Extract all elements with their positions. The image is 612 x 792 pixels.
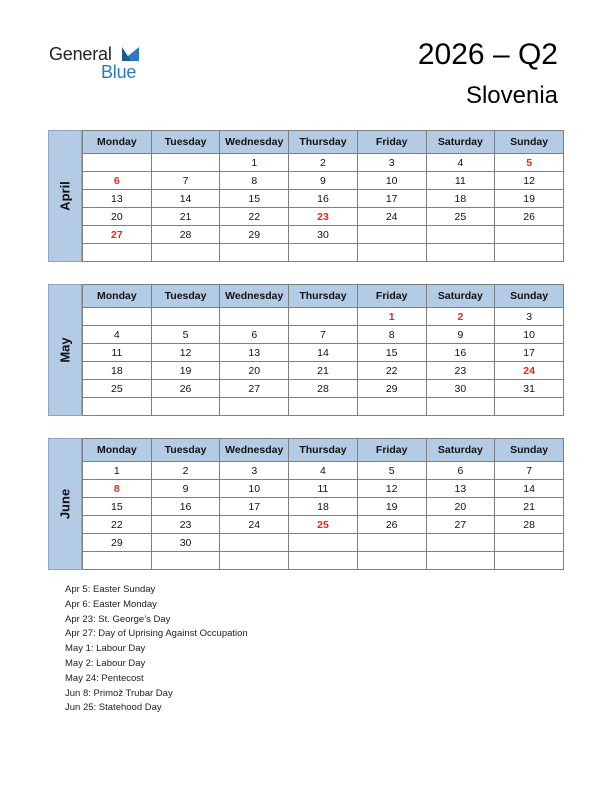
day-cell: 12 [357, 480, 426, 498]
day-cell: 10 [357, 172, 426, 190]
day-cell: 6 [83, 172, 152, 190]
week-row [83, 154, 564, 172]
day-cell: 3 [220, 462, 289, 480]
weekday-header: Friday [357, 439, 426, 462]
day-cell: 18 [426, 190, 495, 208]
empty-cell [289, 244, 358, 262]
day-cell: 13 [426, 480, 495, 498]
empty-cell [151, 552, 220, 570]
day-cell: 6 [426, 462, 495, 480]
empty-cell [495, 534, 564, 552]
weekday-header: Monday [83, 285, 152, 308]
holiday-notes [65, 583, 248, 716]
empty-cell [495, 552, 564, 570]
empty-cell [289, 308, 358, 326]
day-cell: 19 [151, 362, 220, 380]
day-cell: 5 [151, 326, 220, 344]
week-row [83, 534, 564, 552]
day-cell: 16 [289, 190, 358, 208]
day-cell: 18 [289, 498, 358, 516]
day-cell: 11 [83, 344, 152, 362]
day-cell: 14 [151, 190, 220, 208]
day-cell: 1 [357, 308, 426, 326]
holiday-note: Apr 23: St. George’s Day [65, 613, 171, 625]
day-cell: 21 [289, 362, 358, 380]
day-cell: 20 [83, 208, 152, 226]
day-cell: 29 [83, 534, 152, 552]
day-cell: 18 [83, 362, 152, 380]
empty-cell [426, 552, 495, 570]
day-cell: 1 [220, 154, 289, 172]
holiday-note: Apr 5: Easter Sunday [65, 584, 156, 595]
day-cell: 23 [289, 208, 358, 226]
weekday-header: Friday [357, 131, 426, 154]
empty-cell [426, 244, 495, 262]
day-cell: 15 [83, 498, 152, 516]
holiday-note: May 1: Labour Day [65, 643, 146, 655]
weekday-header: Wednesday [220, 131, 289, 154]
weekday-header: Saturday [426, 285, 495, 308]
day-cell: 5 [357, 462, 426, 480]
empty-cell [426, 226, 495, 244]
day-cell: 30 [426, 380, 495, 398]
day-cell: 8 [220, 172, 289, 190]
empty-cell [151, 244, 220, 262]
empty-cell [426, 534, 495, 552]
week-row [83, 226, 564, 244]
day-cell: 8 [83, 480, 152, 498]
day-cell: 22 [83, 516, 152, 534]
day-cell: 27 [220, 380, 289, 398]
weekday-header: Monday [83, 131, 152, 154]
empty-cell [220, 398, 289, 416]
day-cell: 28 [289, 380, 358, 398]
month-name: April [57, 181, 73, 211]
day-cell: 11 [289, 480, 358, 498]
day-cell: 9 [289, 172, 358, 190]
weekday-header: Tuesday [151, 131, 220, 154]
logo-word-blue: Blue [101, 62, 137, 82]
day-cell: 29 [220, 226, 289, 244]
day-cell: 4 [83, 326, 152, 344]
day-cell: 9 [426, 326, 495, 344]
day-cell: 27 [83, 226, 152, 244]
weekday-header: Wednesday [220, 285, 289, 308]
weekday-header: Sunday [495, 439, 564, 462]
weekday-header: Friday [357, 285, 426, 308]
week-row [83, 326, 564, 344]
weekday-header: Monday [83, 439, 152, 462]
day-cell: 30 [289, 226, 358, 244]
empty-cell [220, 534, 289, 552]
day-cell: 4 [426, 154, 495, 172]
day-cell: 2 [289, 154, 358, 172]
day-cell: 25 [83, 380, 152, 398]
empty-cell [151, 308, 220, 326]
calendar-table [82, 130, 564, 262]
day-cell: 17 [220, 498, 289, 516]
empty-cell [289, 534, 358, 552]
empty-cell [357, 534, 426, 552]
country-name: Slovenia [465, 82, 558, 109]
day-cell: 8 [357, 326, 426, 344]
day-cell: 17 [495, 344, 564, 362]
empty-cell [357, 398, 426, 416]
day-cell: 25 [289, 516, 358, 534]
day-cell: 15 [357, 344, 426, 362]
holiday-note: Jun 8: Primož Trubar Day [65, 687, 173, 699]
empty-cell [357, 552, 426, 570]
day-cell: 19 [495, 190, 564, 208]
day-cell: 14 [289, 344, 358, 362]
weekday-header: Saturday [426, 439, 495, 462]
day-cell: 13 [83, 190, 152, 208]
month-name: May [57, 337, 73, 363]
day-cell: 21 [151, 208, 220, 226]
week-row [83, 516, 564, 534]
empty-cell [83, 244, 152, 262]
week-row [83, 172, 564, 190]
generalblue-logo [49, 44, 149, 84]
holiday-note: May 2: Labour Day [65, 657, 146, 669]
day-cell: 7 [495, 462, 564, 480]
day-cell: 23 [426, 362, 495, 380]
day-cell: 2 [426, 308, 495, 326]
month-name: June [57, 488, 73, 520]
day-cell: 7 [151, 172, 220, 190]
day-cell: 31 [495, 380, 564, 398]
weekday-header: Tuesday [151, 285, 220, 308]
day-cell: 12 [151, 344, 220, 362]
month-label [48, 438, 82, 570]
day-cell: 29 [357, 380, 426, 398]
week-row [83, 362, 564, 380]
holiday-note: Apr 27: Day of Uprising Against Occupation [65, 628, 248, 640]
day-cell: 24 [495, 362, 564, 380]
calendar-table [82, 438, 564, 570]
logo-triangle-shade-icon [122, 47, 131, 61]
day-cell: 2 [151, 462, 220, 480]
day-cell: 30 [151, 534, 220, 552]
day-cell: 10 [220, 480, 289, 498]
week-row [83, 498, 564, 516]
day-cell: 16 [426, 344, 495, 362]
holiday-note: May 24: Pentecost [65, 672, 144, 684]
weekday-header: Thursday [289, 131, 358, 154]
week-row [83, 380, 564, 398]
day-cell: 28 [495, 516, 564, 534]
empty-cell [220, 244, 289, 262]
week-row [83, 398, 564, 416]
day-cell: 23 [151, 516, 220, 534]
day-cell: 26 [357, 516, 426, 534]
empty-cell [151, 398, 220, 416]
empty-cell [289, 398, 358, 416]
day-cell: 5 [495, 154, 564, 172]
holiday-note: Jun 25: Statehood Day [65, 702, 162, 714]
empty-cell [495, 398, 564, 416]
day-cell: 26 [495, 208, 564, 226]
day-cell: 3 [357, 154, 426, 172]
month-label [48, 284, 82, 416]
day-cell: 1 [83, 462, 152, 480]
week-row [83, 190, 564, 208]
weekday-header: Thursday [289, 439, 358, 462]
day-cell: 14 [495, 480, 564, 498]
empty-cell [289, 552, 358, 570]
month-label [48, 130, 82, 262]
day-cell: 4 [289, 462, 358, 480]
day-cell: 20 [220, 362, 289, 380]
day-cell: 12 [495, 172, 564, 190]
empty-cell [495, 244, 564, 262]
day-cell: 28 [151, 226, 220, 244]
day-cell: 6 [220, 326, 289, 344]
empty-cell [220, 552, 289, 570]
empty-cell [357, 226, 426, 244]
day-cell: 13 [220, 344, 289, 362]
calendar-table [82, 284, 564, 416]
day-cell: 22 [220, 208, 289, 226]
week-row [83, 480, 564, 498]
empty-cell [83, 154, 152, 172]
day-cell: 25 [426, 208, 495, 226]
weekday-header: Sunday [495, 131, 564, 154]
logo-word-general: General [49, 44, 112, 64]
weekday-header: Saturday [426, 131, 495, 154]
day-cell: 22 [357, 362, 426, 380]
empty-cell [220, 308, 289, 326]
empty-cell [83, 552, 152, 570]
weekday-header: Tuesday [151, 439, 220, 462]
day-cell: 3 [495, 308, 564, 326]
week-row [83, 244, 564, 262]
day-cell: 24 [357, 208, 426, 226]
week-row [83, 344, 564, 362]
day-cell: 24 [220, 516, 289, 534]
day-cell: 20 [426, 498, 495, 516]
empty-cell [495, 226, 564, 244]
day-cell: 26 [151, 380, 220, 398]
day-cell: 21 [495, 498, 564, 516]
day-cell: 7 [289, 326, 358, 344]
empty-cell [83, 308, 152, 326]
empty-cell [357, 244, 426, 262]
day-cell: 16 [151, 498, 220, 516]
page-title: 2026 – Q2 [417, 38, 558, 71]
day-cell: 11 [426, 172, 495, 190]
day-cell: 17 [357, 190, 426, 208]
day-cell: 10 [495, 326, 564, 344]
empty-cell [83, 398, 152, 416]
day-cell: 15 [220, 190, 289, 208]
day-cell: 9 [151, 480, 220, 498]
week-row [83, 552, 564, 570]
day-cell: 27 [426, 516, 495, 534]
weekday-header: Sunday [495, 285, 564, 308]
week-row [83, 462, 564, 480]
day-cell: 19 [357, 498, 426, 516]
weekday-header: Wednesday [220, 439, 289, 462]
holiday-note: Apr 6: Easter Monday [65, 598, 157, 610]
week-row [83, 208, 564, 226]
empty-cell [151, 154, 220, 172]
weekday-header: Thursday [289, 285, 358, 308]
empty-cell [426, 398, 495, 416]
week-row [83, 308, 564, 326]
